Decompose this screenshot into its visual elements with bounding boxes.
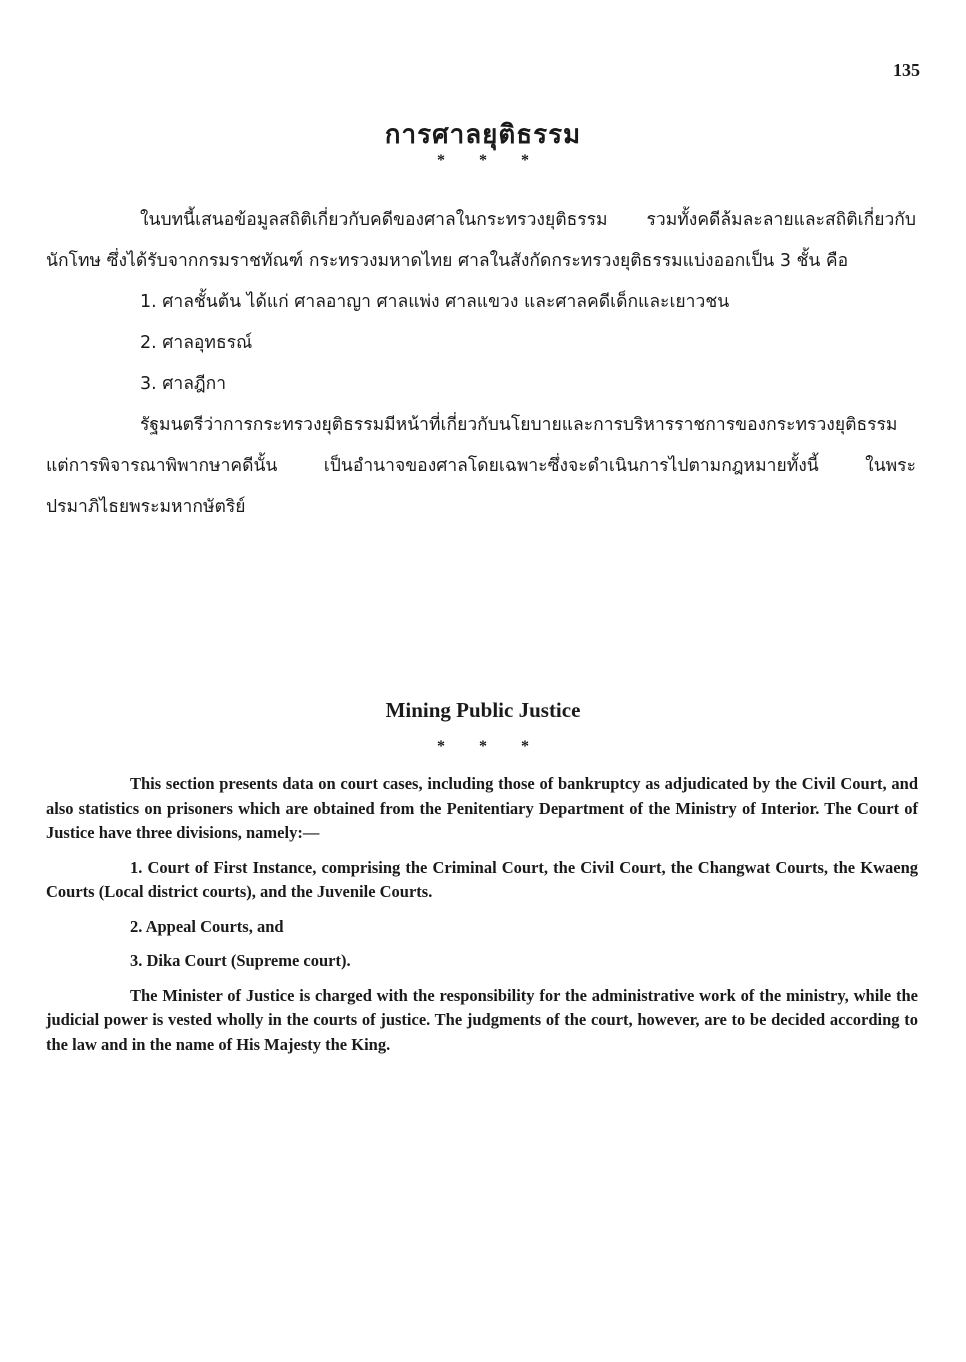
thai-list-item-3: 3. ศาลฎีกา <box>140 374 227 394</box>
english-intro-paragraph: This section presents data on court cases, including those of bankruptcy as adjudicated by the Civil Court, and also statistics on prisoners which are obtained from the Penitentiary Department of the Ministry of Interior. The Court of Justice have three divisions, namely:— <box>46 774 918 842</box>
english-section-title: Mining Public Justice <box>385 698 581 722</box>
thai-list-item-1: 1. ศาลชั้นต้น ได้แก่ ศาลอาญา ศาลแพ่ง ศาลแขวง และศาลคดีเด็กและเยาวชน <box>140 292 730 312</box>
english-list-item-2: 2. Appeal Courts, and <box>130 916 284 936</box>
english-closing-paragraph: The Minister of Justice is charged with the responsibility for the administrative work of the ministry, while the judicial power is vested wholly in the courts of justice. The judgments of the court, however, are to be decided according to the law and in the name of His Majesty the King. <box>46 985 918 1054</box>
english-separator-stars: * * * <box>437 738 529 755</box>
thai-intro-paragraph: ในบทนี้เสนอข้อมูลสถิติเกี่ยวกับคดีของศาลในกระทรวงยุติธรรม รวมทั้งคดีล้มละลายและสถิติเกี่ยวกับนักโทษ ซึ่งได้รับจากกรมราชทัณฑ์ กระทรวงมหาดไทย ศาลในสังกัดกระทรวงยุติธรรมแบ่งออกเป็น 3 ชั้น คือ <box>46 210 916 271</box>
english-body <box>46 772 918 1067</box>
thai-body <box>46 200 916 528</box>
english-list-item-3: 3. Dika Court (Supreme court). <box>130 951 351 970</box>
thai-separator-stars: * * * <box>437 152 529 169</box>
thai-closing-paragraph: รัฐมนตรีว่าการกระทรวงยุติธรรมมีหน้าที่เกี่ยวกับนโยบายและการบริหารราชการของกระทรวงยุติธรรม แต่การพิจารณาพิพากษาคดีนั้น เป็นอำนาจของศาลโดยเฉพาะซึ่งจะดำเนินการไปตามกฎหมายทั้งนี้ ในพระปรมาภิไธยพระมหากษัตริย์ <box>46 415 916 517</box>
thai-list-item-2: 2. ศาลอุทธรณ์ <box>140 333 253 353</box>
thai-section-title: การศาลยุติธรรม <box>384 120 582 150</box>
english-list-item-1: 1. Court of First Instance, comprising the Criminal Court, the Civil Court, the Changwat Courts, the Kwaeng Courts (Local district courts), and the Juvenile Courts. <box>46 857 918 901</box>
page-number: 135 <box>893 60 920 80</box>
